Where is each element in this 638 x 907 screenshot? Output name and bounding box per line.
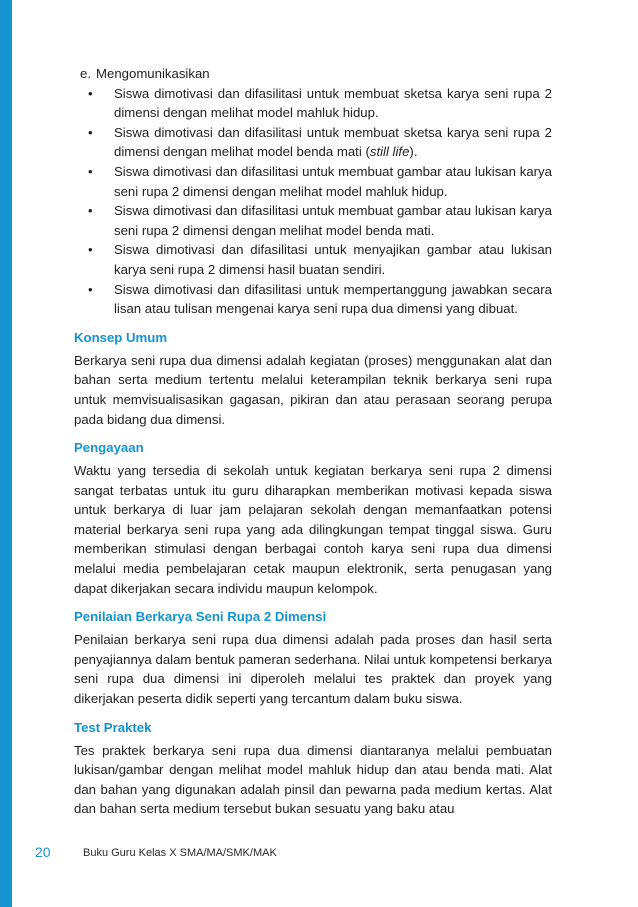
list-item: • Siswa dimotivasi dan difasilitasi untuk membuat gambar atau lukisan karya seni rupa 2 dimensi dengan melihat model benda mati. bbox=[88, 203, 552, 238]
list-title: Mengomunikasikan bbox=[96, 66, 210, 81]
bullet-icon: • bbox=[88, 281, 93, 297]
section-body-penilaian: Penilaian berkarya seni rupa dua dimensi adalah pada proses dan hasil serta penyajiannya dalam bentuk pameran sederhana. Nilai untuk kompetensi berkarya seni rupa dua dimensi ini diperoleh melalui tes praktek dan proyek yang dikerjakan peserta didik seperti yang tercantum dalam buku siswa. bbox=[74, 632, 552, 707]
italic-term: still life bbox=[369, 144, 410, 160]
list-item: • Siswa dimotivasi dan difasilitasi untuk membuat sketsa karya seni rupa 2 dimensi dengan melihat model mahluk hidup. bbox=[88, 85, 552, 121]
section-title-penilaian: Penilaian Berkarya Seni Rupa 2 Dimensi bbox=[74, 609, 327, 625]
list-item: • Siswa dimotivasi dan difasilitasi untuk mempertanggung jawabkan secara lisan atau tulisan mengenai karya seni rupa dua dimensi yang dibuat. bbox=[88, 281, 552, 317]
side-accent-bar bbox=[0, 0, 12, 907]
section-body-pengayaan: Waktu yang tersedia di sekolah untuk kegiatan berkarya seni rupa 2 dimensi sangat terbatas untuk itu guru diharapkan memberikan motivasi kepada siswa untuk berkarya di luar jam pelajaran sekolah dengan memanfaatkan potensi material berkarya seni rupa yang ada dilingkungan tempat tinggal siswa. Guru memberikan stimulasi dengan berbagai contoh karya seni rupa dua dimensi melalui media pembelajaran cetak maupun elektronik, serta penugasan yang dapat dikerjakan secara individu maupun kelompok. bbox=[74, 463, 552, 596]
book-title: Buku Guru Kelas X SMA/MA/SMK/MAK bbox=[83, 847, 277, 859]
list-item: • Siswa dimotivasi dan difasilitasi untuk menyajikan gambar atau lukisan karya seni rupa 2 dimensi hasil buatan sendiri. bbox=[88, 242, 552, 277]
bullet-icon: • bbox=[88, 203, 93, 219]
list-letter: e. bbox=[80, 66, 91, 81]
page-footer bbox=[0, 843, 638, 863]
bullet-icon: • bbox=[88, 163, 93, 179]
bullet-icon: • bbox=[88, 85, 93, 101]
page-content bbox=[74, 64, 552, 819]
bullet-icon: • bbox=[88, 242, 93, 258]
list-item: • Siswa dimotivasi dan difasilitasi untuk membuat sketsa karya seni rupa 2 dimensi dengan melihat model benda mati (still life). bbox=[88, 124, 552, 160]
bullet-icon: • bbox=[88, 124, 93, 140]
list-item: • Siswa dimotivasi dan difasilitasi untuk membuat gambar atau lukisan karya seni rupa 2 dimensi dengan melihat model mahluk hidup. bbox=[88, 163, 552, 199]
section-title-test-praktek: Test Praktek bbox=[74, 719, 152, 735]
list-heading bbox=[80, 64, 552, 84]
page-number: 20 bbox=[35, 844, 51, 860]
section-title-konsep-umum: Konsep Umum bbox=[74, 329, 168, 345]
bullet-list bbox=[74, 84, 552, 319]
section-title-pengayaan: Pengayaan bbox=[74, 440, 144, 456]
section-body-konsep-umum: Berkarya seni rupa dua dimensi adalah kegiatan (proses) menggunakan alat dan bahan serta medium tertentu melalui keterampilan teknik berkarya seni rupa untuk memvisualisasikan gagasan, pikiran dan atau perasaan seorang perupa pada bidang dua dimensi. bbox=[74, 352, 552, 427]
section-body-test-praktek: Tes praktek berkarya seni rupa dua dimensi diantaranya melalui pembuatan lukisan/gambar dengan melihat model mahluk hidup dan atau benda mati. Alat dan bahan yang digunakan adalah pinsil dan pewarna pada medium kertas. Alat dan bahan serta medium tersebut bukan sesuatu yang baku atau bbox=[74, 742, 552, 817]
